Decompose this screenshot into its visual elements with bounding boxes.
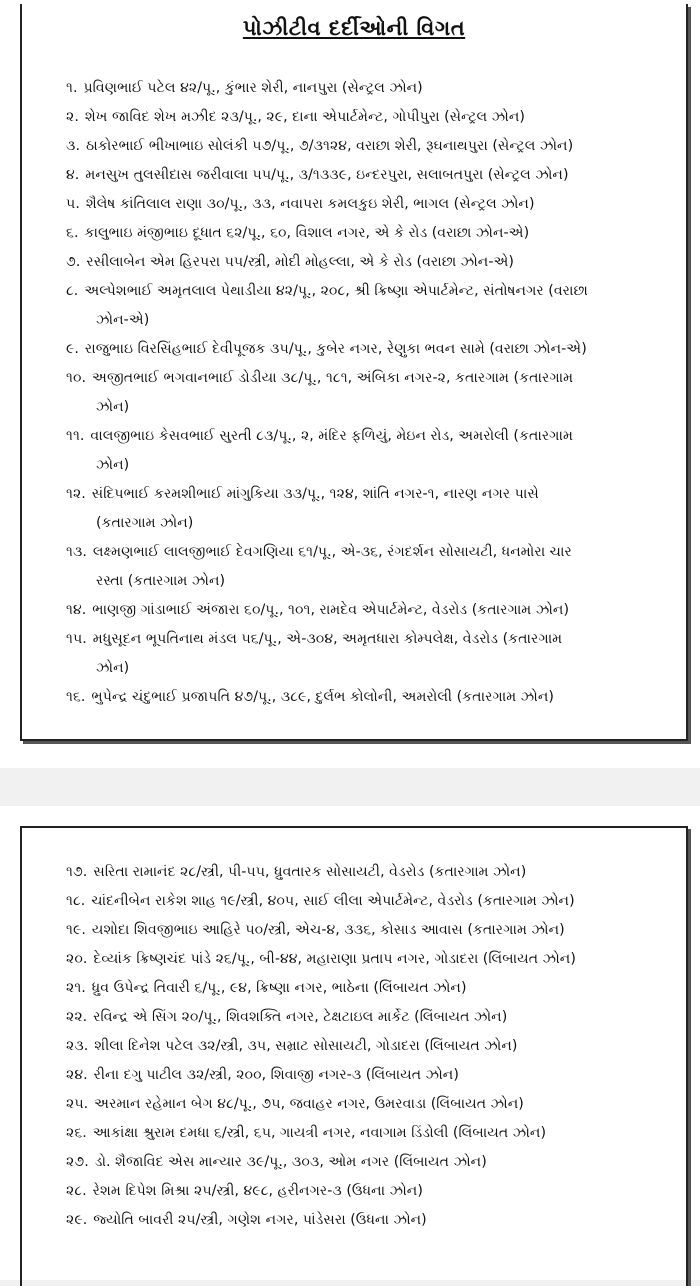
item-number: ૧૯. [66,922,86,938]
item-text: વાલજીભાઇ કેસવભાઈ સુરતી ૮૩/પૂ., ૨, મંદિર ફળિયું, મેઇન રોડ, અમરોલી (કતારગામ [90,428,574,444]
list-item [66,596,664,625]
item-number: ૧૩. [66,544,87,560]
list-item [66,190,664,219]
item-text-continuation: ઝોન) [96,457,130,473]
list-item [66,1090,664,1119]
item-number: ૬. [66,225,79,241]
list-item [66,219,664,248]
list-item [66,74,664,103]
item-text: યશોદા શિવજીભાઇ આહિરે ૫૦/સ્ત્રી, એચ-૪, ૩૩૬, કોસાડ આવાસ (કતારગામ ઝોન) [91,922,565,938]
item-text: રેશમ દિપેશ મિશ્રા ૨૫/સ્ત્રી, ૪૯૮, હરીનગર-૩ (ઉધના ઝોન) [92,1183,423,1199]
list-item [66,277,664,335]
list-item [66,1177,664,1206]
item-number: ૨૫. [66,1096,89,1112]
list-item [66,683,664,712]
list-item [66,858,664,887]
list-item [66,625,664,683]
list-item [66,1061,664,1090]
list-item [66,103,664,132]
item-text: શેખ જાવિદ શેખ મઝીદ ૨૩/પૂ., ૨૯, દાના એપાર્ટમેન્ટ, ગોપીપુરા (સેન્ટ્રલ ઝોન) [84,109,525,125]
item-number: ૧૧. [66,428,85,444]
list-item [66,1003,664,1032]
list-item [66,335,664,364]
item-number: ૪. [66,167,80,183]
item-number: ૨૩. [66,1038,89,1054]
item-text: ભાણજી ગાંડાભાઈ અંજારા ૬૦/પૂ., ૧૦૧, રામદેવ એપાર્ટમેન્ટ, વેડરોડ (કતારગામ ઝોન) [92,602,570,618]
item-text: રીના દગુ પાટીલ ૩૨/સ્ત્રી, ૨૦૦, શિવાજી નગર-૩ (લિંબાયત ઝોન) [93,1067,459,1083]
item-number: ૧૨. [66,486,86,502]
item-text: ભુપેન્દ્ર ચંદુભાઈ પ્રજાપતિ ૪૭/પૂ., ૩૮૯, દુર્લભ કોલોની, અમરોલી (કતારગામ ઝોન) [91,689,554,705]
item-text: અરમાન રહેમાન બેગ ૪૮/પૂ., ૭૫, જવાહર નગર, ઉમરવાડા (લિંબાયત ઝોન) [94,1096,524,1112]
item-text: રસીલાબેન એમ હિરપરા ૫૫/સ્ત્રી, મોદી મોહલ્લા, એ કે રોડ (વરાછા ઝોન-એ) [86,254,514,270]
item-text-continuation: (કતારગામ ઝોન) [96,515,194,531]
item-text: કાલુભાઇ મંજીભાઇ દૂધાત ૬૨/પૂ., ૬૦, વિશાલ નગર, એ કે રોડ (વરાછા ઝોન-એ) [84,225,530,241]
item-text: શૈલેષ કાંતિલાલ રાણા ૩૦/પૂ., ૩૩, નવાપરા કમલકુઇ શેરી, ભાગલ (સેન્ટ્રલ ઝોન) [85,196,535,212]
list-item [66,422,664,480]
item-number: ૭. [66,254,81,270]
item-text: પ્રવિણભાઈ પટેલ ૪૨/પૂ., કુંભાર શેરી, નાનપુરા (સેન્ટ્રલ ઝોન) [83,80,423,96]
item-text: ધ્રુવ ઉપેન્દ્ર તિવારી ૬/પૂ., ૯૪, ક્રિષ્ણા નગર, ભાઠેના (લિંબાયત ઝોન) [91,980,467,996]
item-text-continuation: ઝોન) [96,399,130,415]
item-text: મનસુખ તુલસીદાસ જરીવાલા ૫૫/પૂ., ૩/૧૩૩૯, ઇન્દરપુરા, સલાબતપુરા (સેન્ટ્રલ ઝોન) [85,167,569,183]
list-item [66,974,664,1003]
page-title: પોઝીટીવ દર્દીઓની વિગત [242,16,466,40]
item-number: ૨૯. [66,1212,88,1228]
patient-list-page-2 [66,858,664,1235]
item-number: ૮. [66,283,79,299]
item-number: ૨. [66,109,79,125]
item-text: મધુસૂદન ભૂપતિનાથ મંડલ ૫૬/પૂ., એ-૩૦૪, અમૃતધારા કોમ્પલેક્ષ, વેડરોડ (કતારગામ [92,631,563,647]
item-text: શીલા દિનેશ પટેલ ૩૨/સ્ત્રી, ૩૫, સમ્રાટ સોસાયટી, ગોડાદરા (લિંબાયત ઝોન) [94,1038,518,1054]
list-item [66,248,664,277]
list-item [66,1119,664,1148]
item-text: જ્યોતિ બાવરી ૨૫/સ્ત્રી, ગણેશ નગર, પાંડેસરા (ઉધના ઝોન) [93,1212,427,1228]
item-number: ૧. [66,80,78,96]
list-item [66,916,664,945]
item-number: ૨૨. [66,1009,88,1025]
item-text-continuation: ઝોન) [96,660,130,676]
item-number: ૧૫. [66,631,87,647]
item-number: ૨૦. [66,951,88,967]
item-number: ૧૬. [66,689,86,705]
list-item [66,161,664,190]
list-item [66,480,664,538]
page-1-border [20,4,688,741]
item-text: અલ્પેશભાઈ અમૃતલાલ પેથાડીયા ૪૨/પૂ., ૨૦૮, શ્રી ક્રિષ્ણા એપાર્ટમેન્ટ, સંતોષનગર (વરાછા [84,283,588,299]
item-text: અજીતભાઈ ભગવાનભાઈ ડોડીયા ૩૮/પૂ., ૧૮૧, અંબિકા નગર-૨, કતારગામ (કતારગામ [92,370,574,386]
item-number: ૨૧. [66,980,86,996]
list-item [66,538,664,596]
patient-list-page-1 [66,74,664,712]
list-item [66,945,664,974]
item-number: ૧૭. [66,864,88,880]
list-item [66,887,664,916]
item-number: ૧૪. [66,602,87,618]
item-text: સંદિપભાઈ કરમશીભાઈ માંગુકિયા ૩૩/પૂ., ૧૨૪, શાંતિ નગર-૧, નારણ નગર પાસે [91,486,539,502]
item-text-continuation: ઝોન-એ) [96,312,150,328]
item-text: ઠાકોરભાઈ ભીખાભાઇ સોલંકી ૫૭/પૂ., ૭/૩૧૨૪, વરાછા શેરી, રૂઘનાથપુરા (સેન્ટ્રલ ઝોન) [85,138,574,154]
item-number: ૩. [66,138,80,154]
list-item [66,1148,664,1177]
item-number: ૨૭. [66,1154,89,1170]
item-text: ચાંદનીબેન રાકેશ શાહ ૧૯/સ્ત્રી, ૪૦૫, સાઈ લીલા એપાર્ટમેન્ટ, વેડરોડ (કતારગામ ઝોન) [91,893,575,909]
item-number: ૨૮. [66,1183,87,1199]
item-number: ૨૬. [66,1125,87,1141]
list-item [66,132,664,161]
item-number: ૨૪. [66,1067,88,1083]
list-item [66,1206,664,1235]
list-item [66,364,664,422]
item-text: ડો. શૈજાવિદ એસ માન્યાર ૩૯/પૂ., ૩૦૩, ઓમ નગર (લિંબાયત ઝોન) [94,1154,487,1170]
document-page-2 [0,806,700,1280]
item-text: સરિતા રામાનંદ ૨૮/સ્ત્રી, પી-૫૫, ધ્રુવતારક સોસાયટી, વેડરોડ (કતારગામ ઝોન) [93,864,527,880]
item-text: રવિન્દ્ર એ સિંગ ૨૦/પૂ., શિવશક્તિ નગર, ટેક્ષટાઇલ માર્કેટ (લિંબાયત ઝોન) [93,1009,508,1025]
item-number: ૧૮. [66,893,86,909]
item-number: ૧૦. [66,370,87,386]
item-text: આકાંક્ષા શ્રુરામ દમધા ૬/સ્ત્રી, ૬૫, ગાયત્રી નગર, નવાગામ ડિંડોલી (લિંબાયત ઝોન) [92,1125,546,1141]
item-text: દેવ્યાંક ક્રિષ્ણચંદ પાંડે ૨૬/પૂ., બી-૪૪, મહારાણા પ્રતાપ નગર, ગોડાદરા (લિંબાયત ઝોન) [93,951,576,967]
item-text-continuation: રસ્તા (કતારગામ ઝોન) [96,573,226,589]
item-number: ૫. [66,196,80,212]
page-2-border [20,826,688,1286]
item-number: ૯. [66,341,79,357]
list-item [66,1032,664,1061]
item-text: રાજુભાઇ વિરસિંહભાઈ દેવીપૂજક ૩૫/પૂ., કુબેર નગર, રેણુકા ભવન સામે (વરાછા ઝોન-એ) [84,341,587,357]
item-text: લક્ષ્મણભાઈ લાલજીભાઈ દેવગણિયા ૬૧/પૂ., એ-૩૬, રંગદર્શન સોસાયટી, ધનમોરા ચાર [92,544,572,560]
